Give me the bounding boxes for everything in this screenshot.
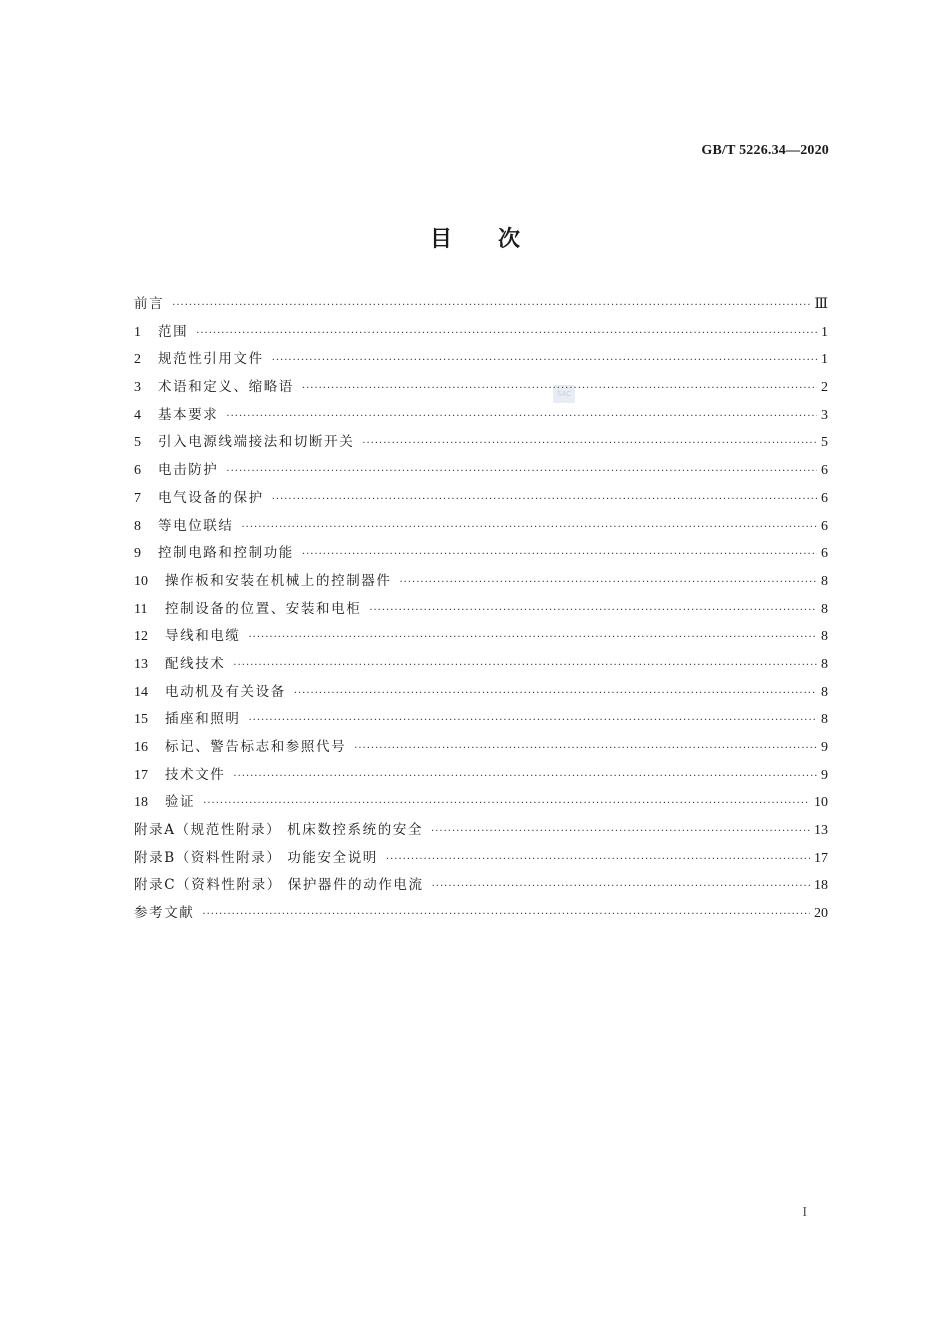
toc-entry-page: 10	[814, 795, 828, 811]
table-of-contents	[134, 292, 828, 929]
toc-dot-leader	[233, 771, 817, 782]
toc-entry[interactable]	[134, 375, 828, 403]
toc-entry-page: 8	[821, 656, 828, 672]
toc-entry-number: 1	[134, 324, 141, 340]
toc-entry-number: 7	[134, 490, 141, 506]
toc-entry[interactable]	[134, 790, 828, 818]
toc-entry[interactable]	[134, 735, 828, 763]
toc-entry-number: 17	[134, 767, 148, 783]
toc-entry[interactable]	[134, 901, 828, 929]
toc-entry-label: 导线和电缆	[165, 628, 241, 645]
toc-dot-leader	[302, 383, 817, 394]
toc-entry-number: 10	[134, 573, 148, 589]
watermark-logo: SAC	[553, 385, 575, 403]
toc-dot-leader	[400, 577, 818, 588]
toc-dot-leader	[302, 549, 817, 560]
toc-entry-number: 5	[134, 435, 141, 451]
toc-entry-page: 5	[821, 435, 828, 451]
toc-entry[interactable]	[134, 430, 828, 458]
toc-entry-label: 验证	[165, 794, 196, 811]
toc-entry[interactable]	[134, 292, 828, 320]
toc-dot-leader	[203, 798, 810, 809]
toc-entry-page: 2	[821, 380, 828, 396]
toc-entry[interactable]	[134, 763, 828, 791]
toc-entry-page: 8	[821, 712, 828, 728]
toc-entry[interactable]	[134, 818, 828, 846]
toc-dot-leader	[242, 522, 818, 533]
toc-entry[interactable]	[134, 597, 828, 625]
toc-entry-page: 9	[821, 740, 828, 755]
toc-entry-page: 13	[814, 823, 828, 839]
toc-entry-label: 引入电源线端接法和切断开关	[158, 434, 355, 451]
toc-entry-page: 1	[821, 324, 828, 340]
toc-entry-page: 8	[821, 601, 828, 617]
toc-dot-leader	[233, 660, 817, 671]
toc-entry[interactable]	[134, 320, 828, 348]
toc-entry-page: 1	[821, 352, 828, 368]
toc-entry-number: 14	[134, 684, 148, 700]
toc-entry-label: 参考文献	[134, 905, 195, 922]
toc-entry-number: 15	[134, 712, 148, 728]
toc-entry-label: 等电位联结	[158, 517, 234, 534]
toc-entry[interactable]	[134, 514, 828, 542]
toc-entry[interactable]	[134, 486, 828, 514]
toc-entry[interactable]	[134, 873, 828, 901]
toc-entry-page: 8	[821, 629, 828, 645]
toc-dot-leader	[249, 715, 818, 726]
toc-entry-label: 标记、警告标志和参照代号	[165, 739, 347, 755]
toc-entry-number: 2	[134, 352, 141, 368]
toc-entry-label: 电击防护	[158, 462, 219, 479]
toc-dot-leader	[272, 355, 817, 366]
toc-entry-number: 18	[134, 795, 148, 811]
toc-dot-leader	[294, 688, 817, 699]
toc-entry-page: 6	[821, 518, 828, 534]
toc-dot-leader	[196, 328, 817, 339]
toc-entry-label: 插座和照明	[165, 711, 241, 728]
toc-entry-number: 8	[134, 518, 141, 534]
toc-entry-label: 控制电路和控制功能	[158, 545, 294, 562]
toc-entry-label: 前言	[134, 296, 165, 312]
toc-entry-page: 18	[814, 878, 828, 894]
toc-entry-number: 13	[134, 656, 148, 672]
toc-entry-label: 附录C（资料性附录） 保护器件的动作电流	[134, 877, 424, 894]
toc-entry-page: 20	[814, 906, 828, 922]
toc-dot-leader	[362, 438, 817, 449]
toc-entry-page: 9	[821, 767, 828, 783]
toc-entry-label: 技术文件	[165, 766, 226, 783]
page-number: I	[802, 1205, 807, 1220]
standard-number: GB/T 5226.34—2020	[701, 143, 829, 158]
toc-entry-page: 17	[814, 850, 828, 866]
toc-entry-page: 6	[821, 546, 828, 562]
toc-entry[interactable]	[134, 652, 828, 680]
toc-entry[interactable]	[134, 680, 828, 708]
toc-dot-leader	[354, 743, 817, 754]
toc-entry[interactable]	[134, 846, 828, 874]
toc-entry-label: 基本要求	[158, 406, 219, 423]
toc-entry-page: Ⅲ	[814, 297, 828, 312]
page-title: 目次	[429, 227, 566, 252]
toc-dot-leader	[202, 909, 810, 920]
toc-entry-label: 电气设备的保护	[158, 489, 264, 506]
toc-dot-leader	[369, 605, 817, 616]
toc-entry-label: 附录B（资料性附录） 功能安全说明	[134, 849, 378, 866]
toc-entry-page: 8	[821, 573, 828, 589]
toc-dot-leader	[431, 826, 810, 837]
toc-dot-leader	[172, 300, 810, 311]
toc-entry-number: 16	[134, 740, 148, 755]
toc-entry-page: 8	[821, 684, 828, 700]
toc-entry-label: 电动机及有关设备	[165, 683, 286, 700]
toc-dot-leader	[226, 466, 817, 477]
toc-entry-number: 12	[134, 629, 148, 645]
toc-entry[interactable]	[134, 347, 828, 375]
toc-entry[interactable]	[134, 541, 828, 569]
toc-entry-label: 配线技术	[165, 655, 226, 672]
toc-entry-label: 术语和定义、缩略语	[158, 379, 294, 396]
toc-entry-label: 控制设备的位置、安装和电柜	[165, 600, 362, 617]
toc-entry-number: 11	[134, 601, 148, 617]
toc-dot-leader	[249, 632, 818, 643]
toc-entry-number: 4	[134, 407, 141, 423]
toc-dot-leader	[272, 494, 817, 505]
toc-entry-number: 3	[134, 380, 141, 396]
toc-entry-page: 3	[821, 407, 828, 423]
toc-entry-label: 范围	[158, 323, 189, 340]
toc-dot-leader	[432, 881, 810, 892]
toc-entry-number: 6	[134, 463, 141, 479]
toc-entry-label: 附录A（规范性附录） 机床数控系统的安全	[134, 822, 424, 839]
toc-entry[interactable]	[134, 403, 828, 431]
toc-entry-page: 6	[821, 490, 828, 506]
toc-entry-label: 操作板和安装在机械上的控制器件	[165, 572, 392, 589]
toc-entry[interactable]	[134, 707, 828, 735]
toc-entry-number: 9	[134, 546, 141, 562]
toc-entry[interactable]	[134, 458, 828, 486]
toc-entry-label: 规范性引用文件	[158, 351, 264, 368]
toc-entry[interactable]	[134, 624, 828, 652]
toc-dot-leader	[226, 411, 817, 422]
toc-entry-page: 6	[821, 463, 828, 479]
toc-dot-leader	[386, 854, 810, 865]
toc-entry[interactable]	[134, 569, 828, 597]
